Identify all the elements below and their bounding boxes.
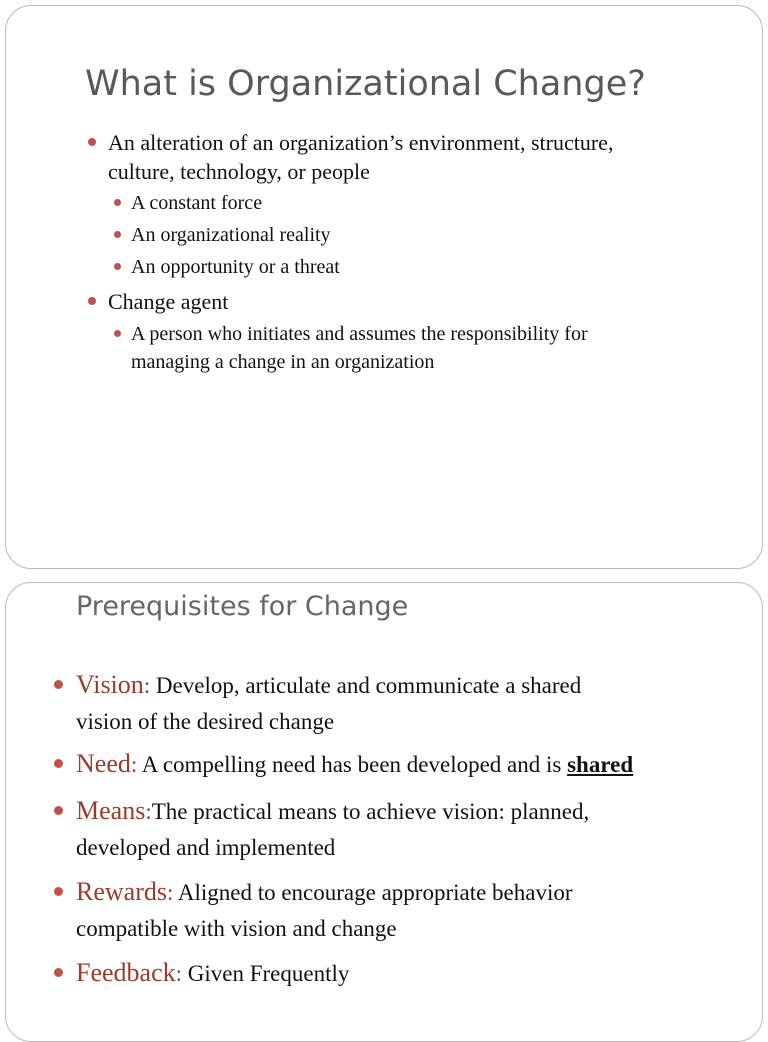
bullet-definition bbox=[108, 128, 613, 186]
sub-bullet-opportunity-threat bbox=[131, 253, 340, 281]
keyword-feedback: Feedback bbox=[76, 958, 176, 987]
keyword-need: Need bbox=[76, 749, 131, 778]
prereq-text-line: developed and implemented bbox=[76, 835, 336, 860]
bullet-dot-icon bbox=[114, 330, 121, 337]
prereq-text: The practical means to achieve vision: planned, bbox=[151, 799, 590, 824]
sub-bullet-text: An opportunity or a threat bbox=[131, 256, 340, 278]
prereq-vision bbox=[76, 667, 716, 740]
bullet-dot-icon bbox=[114, 263, 121, 270]
sub-bullet-constant-force bbox=[131, 189, 262, 217]
bullet-dot-icon bbox=[114, 231, 121, 238]
prereq-text-line: vision of the desired change bbox=[76, 709, 335, 734]
prereq-text: Develop, articulate and communicate a shared bbox=[150, 673, 582, 698]
sub-bullet-organizational-reality bbox=[131, 221, 331, 249]
sub-bullet-text-line: A person who initiates and assumes the responsibility for bbox=[131, 323, 588, 345]
bullet-dot-icon bbox=[114, 199, 121, 206]
slide-organizational-change bbox=[5, 5, 763, 569]
prereq-rewards bbox=[76, 874, 716, 947]
keyword-separator: : bbox=[143, 673, 151, 698]
emphasis-shared: shared bbox=[567, 752, 634, 777]
prereq-text: Given Frequently bbox=[182, 961, 350, 986]
slide-title: Prerequisites for Change bbox=[76, 591, 409, 622]
prereq-means bbox=[76, 793, 716, 866]
keyword-separator: : bbox=[166, 880, 174, 905]
sub-bullet-text: An organizational reality bbox=[131, 224, 331, 246]
bullet-dot-icon bbox=[54, 887, 63, 896]
keyword-means: Means bbox=[76, 796, 146, 825]
bullet-dot-icon bbox=[54, 968, 63, 977]
bullet-dot-icon bbox=[54, 680, 63, 689]
keyword-separator: : bbox=[130, 752, 138, 777]
prereq-need bbox=[76, 746, 716, 783]
bullet-text-line: culture, technology, or people bbox=[108, 159, 370, 184]
prereq-feedback bbox=[76, 955, 716, 992]
sub-bullet-text: A constant force bbox=[131, 192, 263, 214]
slide-title: What is Organizational Change? bbox=[85, 64, 646, 104]
bullet-change-agent bbox=[108, 287, 228, 316]
prereq-text-line: compatible with vision and change bbox=[76, 916, 397, 941]
bullet-text-line: An alteration of an organization’s environment, structure, bbox=[108, 130, 614, 155]
keyword-separator: : bbox=[175, 961, 183, 986]
prereq-text: Aligned to encourage appropriate behavior bbox=[173, 880, 573, 905]
bullet-dot-icon bbox=[88, 297, 96, 305]
bullet-dot-icon bbox=[54, 806, 63, 815]
keyword-vision: Vision bbox=[76, 670, 144, 699]
sub-bullet-change-agent-definition bbox=[131, 320, 588, 376]
bullet-dot-icon bbox=[88, 138, 96, 146]
keyword-rewards: Rewards bbox=[76, 877, 167, 906]
keyword-separator: : bbox=[145, 799, 152, 824]
bullet-text: Change agent bbox=[108, 289, 229, 314]
slide-prerequisites bbox=[5, 582, 763, 1042]
prereq-text: A compelling need has been developed and is bbox=[137, 752, 568, 777]
sub-bullet-text-line: managing a change in an organization bbox=[131, 351, 435, 373]
bullet-dot-icon bbox=[54, 759, 63, 768]
